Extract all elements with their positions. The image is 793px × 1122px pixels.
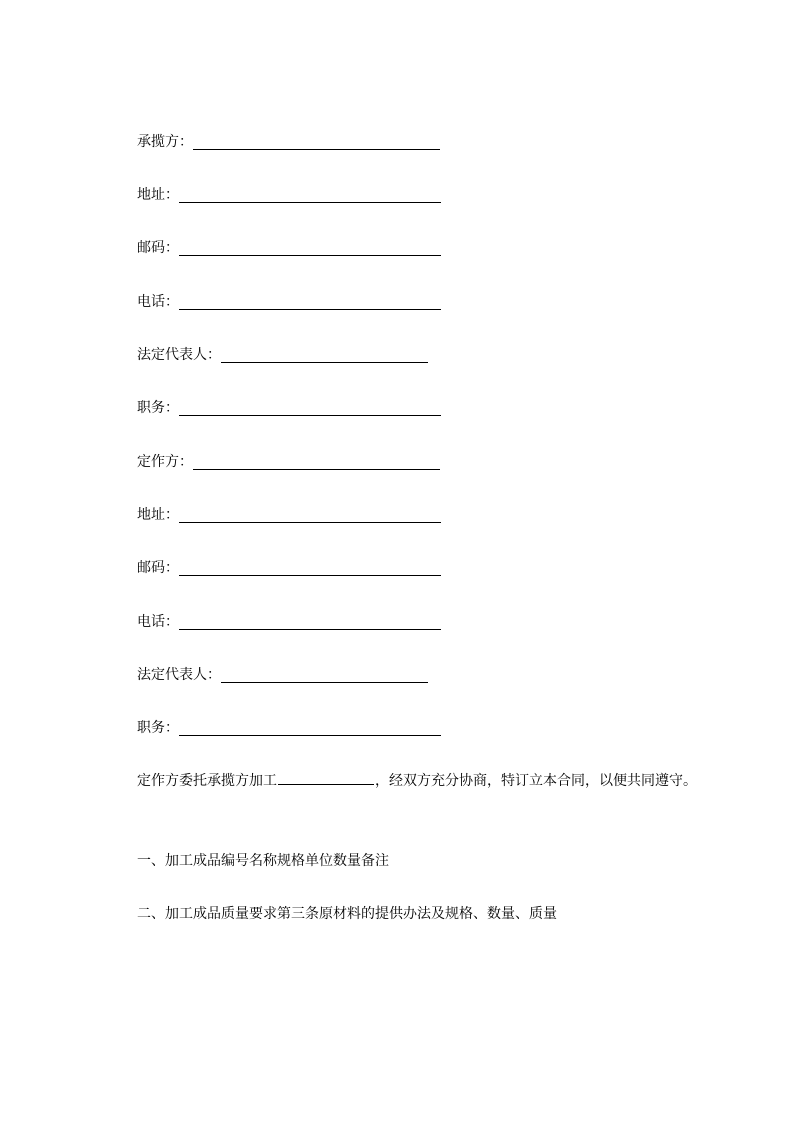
orderer-address-label: 地址： xyxy=(137,507,179,523)
orderer-postcode-field xyxy=(137,558,441,578)
contractor-address-field xyxy=(137,185,441,205)
orderer-party-blank[interactable] xyxy=(193,455,440,470)
orderer-party-label: 定作方： xyxy=(137,454,193,470)
intro-paragraph xyxy=(106,768,706,794)
orderer-address-blank[interactable] xyxy=(179,508,441,523)
orderer-legal-rep-label: 法定代表人： xyxy=(137,667,221,683)
processed-item-blank[interactable] xyxy=(278,770,374,785)
contractor-party-field xyxy=(137,132,440,152)
contractor-postcode-label: 邮码： xyxy=(137,240,179,256)
contractor-party-blank[interactable] xyxy=(193,135,440,150)
contractor-position-blank[interactable] xyxy=(179,401,441,416)
contractor-position-field xyxy=(137,398,441,418)
orderer-position-field xyxy=(137,718,441,738)
orderer-postcode-blank[interactable] xyxy=(179,561,441,576)
contractor-legal-rep-label: 法定代表人： xyxy=(137,347,221,363)
section-1-heading: 一、加工成品编号名称规格单位数量备注 xyxy=(137,853,389,869)
orderer-party-field xyxy=(137,452,440,472)
contractor-phone-label: 电话： xyxy=(137,294,179,310)
orderer-position-label: 职务： xyxy=(137,720,179,736)
section-2-heading: 二、加工成品质量要求第三条原材料的提供办法及规格、数量、质量 xyxy=(137,906,557,922)
contractor-postcode-field xyxy=(137,238,441,258)
intro-text-part2: ，经双方充分协商，特订立本合同，以便共同遵守。 xyxy=(375,773,697,789)
orderer-phone-label: 电话： xyxy=(137,614,179,630)
orderer-phone-blank[interactable] xyxy=(179,615,441,630)
contractor-legal-rep-blank[interactable] xyxy=(221,348,428,363)
intro-text-part1: 定作方委托承揽方加工 xyxy=(137,773,277,789)
contractor-postcode-blank[interactable] xyxy=(179,241,441,256)
orderer-address-field xyxy=(137,505,441,525)
contractor-address-label: 地址： xyxy=(137,187,179,203)
contractor-phone-blank[interactable] xyxy=(179,295,441,310)
contractor-address-blank[interactable] xyxy=(179,188,441,203)
orderer-legal-rep-field xyxy=(137,665,428,685)
contractor-party-label: 承揽方： xyxy=(137,134,193,150)
orderer-postcode-label: 邮码： xyxy=(137,560,179,576)
contractor-position-label: 职务： xyxy=(137,400,179,416)
orderer-phone-field xyxy=(137,612,441,632)
contractor-phone-field xyxy=(137,292,441,312)
contractor-legal-rep-field xyxy=(137,345,428,365)
orderer-legal-rep-blank[interactable] xyxy=(221,668,428,683)
orderer-position-blank[interactable] xyxy=(179,721,441,736)
